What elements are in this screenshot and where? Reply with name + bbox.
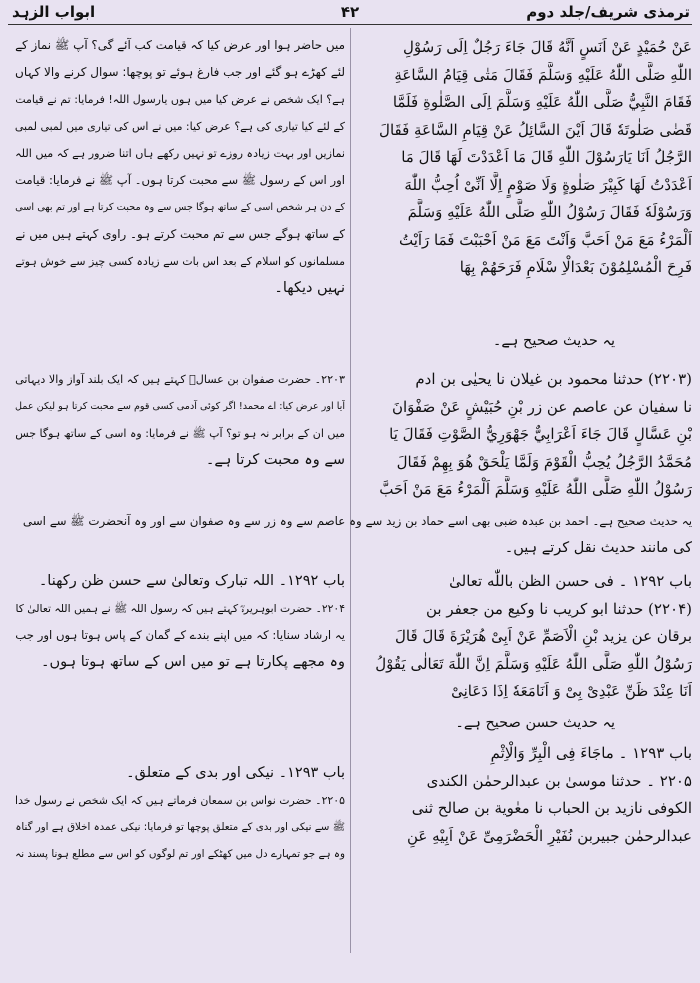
text-line: عَنْ حُمَيْدٍ عَنْ اَنَسٍ اَنَّهُ قَالَ جَاءَ رَجُلٌ اِلَى رَسُوْلِ: [403, 38, 692, 56]
header-book-title: ترمذی شریف/جلد دوم: [526, 3, 690, 21]
arabic-hadith-text-2205: [355, 740, 692, 850]
grading-note-sahih: [355, 328, 615, 355]
text-line: مسلمانوں کو اسلام کے بعد اس بات سے زیادہ کسی چیز سے خوش ہوتے: [15, 255, 345, 268]
text-line: وہ ہے جو تمہارے دل میں کھٹکے اور تم لوگوں کو اس سے مطلع ہونا پسند نہ: [15, 848, 345, 860]
text-line: باب ۱۲۹۳ ۔ ماجَاءَ فِى الْبِرِّ وَالْاِثْمِ: [490, 744, 692, 762]
header-rule: [8, 24, 692, 25]
text-line: ۲۲۰۳۔ حضرت صفوان بن عسالؓ کہتے ہیں کہ ایک بلند آواز والا دیہاتی: [15, 373, 345, 386]
text-line: باب ۱۲۹۲ ۔ فى حسن الظن باللّٰه تعالىٰ: [449, 572, 692, 590]
text-line: کے دن ہر شخص اسی کے ساتھ ہوگا جس سے وہ محبت کرتا ہے اور تم بھی اسی: [15, 202, 345, 213]
text-line: (۲۲۰۳) حدثنا محمود بن غيلان نا يحيٰى بن ادم: [415, 370, 692, 388]
text-line: کے ساتھ ہوگے جس سے تم محبت کرتے ہو۔ راوی کہتے ہیں میں نے: [15, 227, 345, 241]
text-line: عبدالرحمٰن جبيربن نُفَيْرِ الْحَضْرَمِىِّ عَنْ اَبِيْهِ عَنِ: [407, 826, 692, 845]
text-line: بْنِ عَسَّالٍ قَالَ جَاءَ اَعْرَابِيٌّ جَهْوَرِيُّ الصَّوْتِ فَقَالَ يَا: [389, 425, 692, 443]
text-line: نمازیں اور بہت زیادہ روزے تو نہیں رکھے ہاں اتنا ضرور ہے کہ میں اللہ: [15, 147, 345, 160]
column-divider: [350, 28, 351, 953]
text-line: باب ۱۲۹۲۔ اللہ تبارک وتعالیٰ سے حسن ظن رکھنا۔: [38, 573, 345, 589]
text-line: کے لئے کیا تیاری کی ہے؟ عرض کیا: میں نے اس کی تیاری میں لمبی لمبی: [14, 120, 345, 133]
full-width-commentary: [8, 508, 692, 562]
page-number: ۴۲: [340, 3, 360, 21]
text-line: اَلْمَرْءُ مَعَ مَنْ اَحَبَّ وَاَنْتَ مَعَ مَنْ اَحْبَبْتَ فَمَا رَاَيْتُ: [398, 230, 692, 249]
text-line: ۲۲۰۵ ۔ حدثنا موسىٰ بن عبدالرحمٰن الكندى: [426, 771, 692, 790]
text-line: میں حاضر ہوا اور عرض کیا کہ قیامت کب آئے گی؟ آپ ﷺ نماز کے: [15, 38, 345, 52]
text-line: رَسُوْلُ اللّٰهِ صَلَّى اللّٰهُ عَلَيْهِ وَسَلَّمَ اِنَّ اللّٰهَ تَعَالٰى يَقُوْلُ: [375, 654, 692, 673]
text-line: قَضٰى صَلٰوتَهٗ قَالَ اَيْنَ السَّائِلُ عَنْ قِيَامِ السَّاعَةِ فَقَالَ: [379, 120, 692, 139]
page-header: [0, 0, 700, 26]
urdu-translation-2202: [8, 32, 345, 302]
text-line: برقان عن يزيد بْنِ الْاَصَمِّ عَنْ اَبِىْ هُرَيْرَةَ قَالَ قَالَ: [394, 627, 692, 645]
text-line: لئے کھڑے ہو گئے اور جب فارغ ہوئے تو پوچھا: سوال کرنے والا کہاں: [15, 65, 345, 79]
grading-text: یہ حدیث صحیح ہے۔: [492, 333, 615, 349]
text-line: یہ ارشاد سنایا: کہ میں اپنے بندے کے گمان کے پاس ہوتا ہوں اور جب: [15, 628, 345, 642]
arabic-hadith-text-2202: [355, 34, 692, 282]
text-line: الكوفى نازيد بن الحباب نا معٰوية بن صالح ثنى: [411, 799, 692, 817]
text-line: نہیں دیکھا۔: [274, 280, 345, 296]
text-line: ہے؟ ایک شخص نے عرض کیا میں ہوں یارسول اللہ! فرمایا: تم نے قیامت: [15, 93, 345, 106]
text-line: اللّٰهِ صَلَّى اللّٰهُ عَلَيْهِ وَسَلَّمَ فَقَالَ مَتٰى قِيَامُ السَّاعَةِ: [394, 65, 692, 84]
text-line: ﷺ سے نیکی اور بدی کے متعلق پوچھا تو فرمایا: نیکی عمدہ اخلاق ہے اور گناہ: [15, 821, 345, 833]
text-line: ۲۲۰۵۔ حضرت نواس بن سمعان فرماتے ہیں کہ ایک شخص نے رسول خدا: [15, 794, 345, 807]
text-line: نا سفيان عن عاصم عن زر بْنِ حُبَيْشٍ عَنْ صَفْوَانَ: [391, 397, 692, 416]
text-line: فَرِحَ الْمُسْلِمُوْنَ بَعْدَالْاِ سْلَامِ فَرَحَهُمْ بِهَا: [459, 258, 692, 276]
urdu-translation-2205: [8, 760, 345, 868]
urdu-translation-2204: [8, 568, 345, 676]
arabic-hadith-text-2203: [355, 366, 692, 504]
text-line: اَعْدَدْتُ لَهَا كَبِيْرَ صَلٰوةٍ وَلَا صَوْمٍ اِلَّا اَنِّىْ اُحِبُّ اللّٰهَ: [404, 175, 692, 194]
text-line: کی مانند حدیث نقل کرتے ہیں۔: [504, 540, 692, 556]
text-line: ۲۲۰۴۔ حضرت ابوہریرہؓ کہتے ہیں کہ رسول اللہ ﷺ نے ہمیں اللہ تعالیٰ کا: [15, 602, 345, 615]
text-line: میں ان کے برابر نہ ہو تو؟ آپ ﷺ نے فرمایا: وہ اسی کے ساتھ ہوگا جس: [15, 427, 345, 440]
text-line: سے وہ محبت کرتا ہے۔: [205, 452, 345, 468]
text-line: رَسُوْلُ اللّٰهِ صَلَّى اللّٰهُ عَلَيْهِ وَسَلَّمَ اَلْمَرْءُ مَعَ مَنْ اَحَبَّ: [379, 480, 692, 498]
grading-note-hasan-sahih: [355, 710, 615, 737]
header-chapter-title: ابواب الزہد: [12, 3, 96, 21]
text-line: الرَّجُلُ اَنَا يَارَسُوْلَ اللّٰهِ قَالَ مَا اَعْدَدْتَ لَهَا قَالَ مَا: [401, 148, 692, 166]
text-line: آیا اور عرض کیا: اے محمد! اگر کوئی آدمی کسی قوم سے محبت کرتا ہو لیکن عمل: [14, 401, 345, 412]
text-line: (۲۲۰۴) حدثنا ابو كريب نا وكيع من جعفر بن: [426, 599, 692, 618]
text-line: اَنَا عِنْدَ ظَنِّ عَبْدِىْ بِىْ وَ اَنَامَعَهٗ اِذَا دَعَانِىْ: [451, 682, 692, 700]
text-line: یہ حدیث صحیح ہے۔ احمد بن عبدہ ضبی بھی اسے حماد بن زید سے وہ عاصم سے وہ زر سے وہ صفوان سے اور وہ آنحضرت ﷺ سے اسی: [22, 514, 692, 528]
text-line: باب ۱۲۹۳۔ نیکی اور بدی کے متعلق۔: [126, 765, 345, 781]
text-line: وَرَسُوْلَهٗ فَقَالَ رَسُوْلُ اللّٰهِ صَلَّى اللّٰهُ عَلَيْهِ وَسَلَّمَ: [407, 203, 692, 221]
text-line: مُحَمَّدُ الرَّجُلُ يُحِبُّ الْقَوْمَ وَلَمَّا يَلْحَقْ هُوَ بِهِمْ فَقَالَ: [396, 452, 692, 471]
text-line: اور اس کے رسول ﷺ سے محبت کرتا ہوں۔ آپ ﷺ نے فرمایا: قیامت: [14, 173, 345, 187]
text-line: وہ مجھے پکارتا ہے تو میں اس کے ساتھ ہوتا ہوں۔: [41, 654, 345, 670]
arabic-hadith-text-2204: [355, 568, 692, 706]
text-line: فَقَامَ النَّبِيُّ صَلَّى اللّٰهُ عَلَيْهِ وَسَلَّمَ اِلَى الصَّلٰوةِ فَلَمَّا: [392, 93, 692, 111]
urdu-translation-2203: [8, 366, 345, 474]
grading-text: یہ حدیث حسن صحیح ہے۔: [455, 715, 615, 731]
